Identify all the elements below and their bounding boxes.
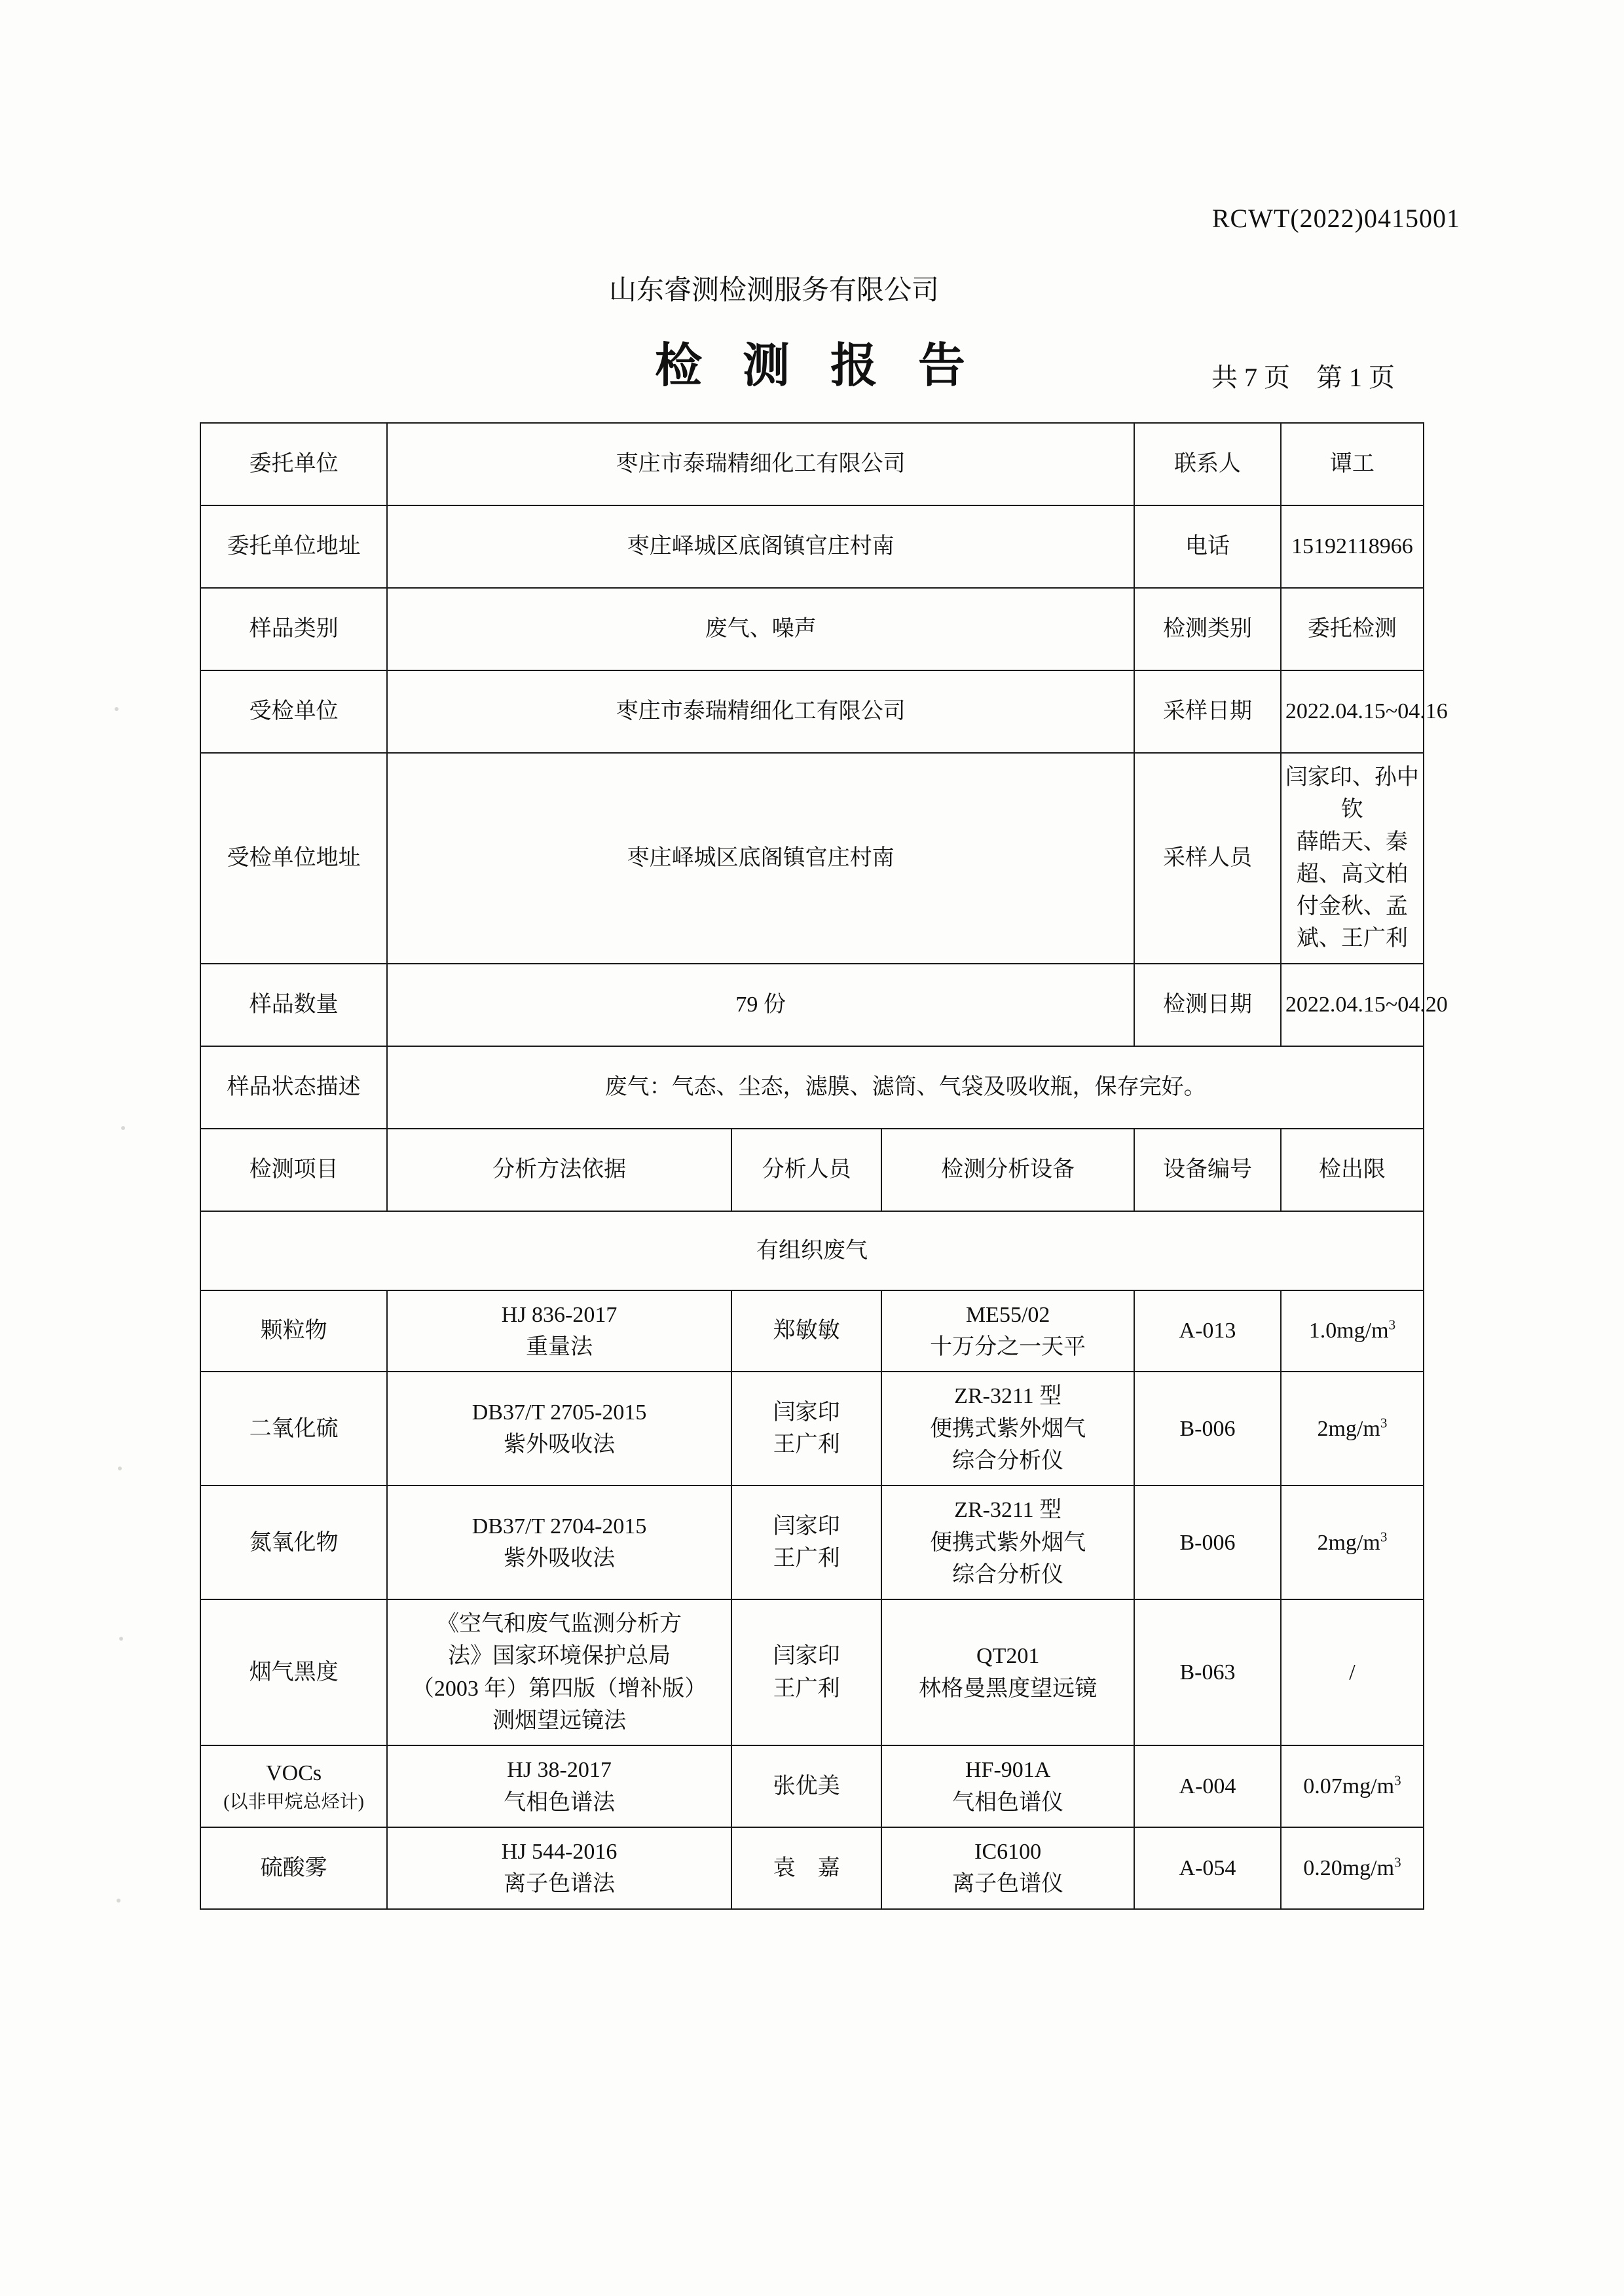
field-value: 枣庄峄城区底阁镇官庄村南	[387, 753, 1134, 964]
item-method	[387, 1599, 731, 1745]
table-row	[200, 670, 1424, 753]
table-header-row	[200, 1129, 1424, 1211]
field-value: 79 份	[387, 964, 1134, 1046]
field-value: 枣庄市泰瑞精细化工有限公司	[387, 423, 1134, 505]
text-line: 郑敏敏	[773, 1319, 840, 1343]
field-label: 委托单位地址	[200, 505, 387, 588]
table-row	[200, 1372, 1424, 1485]
item-device	[881, 1827, 1134, 1909]
text-line: (以非甲烷总烃计)	[223, 1791, 364, 1812]
limit-value: /	[1349, 1660, 1356, 1685]
text-line: IC6100	[974, 1839, 1042, 1864]
page-indicator: 共 7 页 第 1 页	[1211, 363, 1395, 392]
item-analyst	[731, 1372, 881, 1485]
column-header-device-no: 设备编号	[1134, 1129, 1281, 1211]
text-line: 综合分析仪	[952, 1448, 1064, 1473]
table-row	[200, 1599, 1424, 1745]
text-line: 离子色谱仪	[952, 1872, 1064, 1897]
limit-exponent: 3	[1394, 1772, 1401, 1789]
scan-speck	[121, 1126, 125, 1130]
table-row	[200, 1290, 1424, 1372]
table-row	[200, 588, 1424, 670]
item-detection-limit	[1281, 1372, 1424, 1485]
limit-exponent: 3	[1394, 1854, 1401, 1870]
text-line: （2003 年）第四版（增补版）	[411, 1676, 707, 1701]
staff-line: 闫家印、孙中钦	[1285, 765, 1419, 822]
text-line: HJ 836-2017	[501, 1302, 618, 1327]
report-title: 检 测 报 告	[655, 340, 980, 392]
text-line: VOCs	[266, 1760, 322, 1785]
column-header-project: 检测项目	[200, 1129, 387, 1211]
text-line: 袁 嘉	[773, 1855, 840, 1880]
table-row	[200, 1827, 1424, 1909]
text-line: 颗粒物	[260, 1319, 327, 1343]
text-line: 《空气和废气监测分析方	[437, 1612, 682, 1637]
field-label: 样品数量	[200, 964, 387, 1046]
column-header-detection-limit: 检出限	[1281, 1129, 1424, 1211]
text-line: ZR-3211 型	[954, 1498, 1062, 1523]
text-line: 王广利	[773, 1546, 840, 1571]
sample-state-value: 废气：气态、尘态，滤膜、滤筒、气袋及吸收瓶，保存完好。	[387, 1046, 1424, 1129]
text-line: 紫外吸收法	[504, 1546, 616, 1571]
text-line: 便携式紫外烟气	[930, 1416, 1086, 1441]
scan-speck	[115, 707, 119, 711]
field-label: 检测类别	[1134, 588, 1281, 670]
item-detection-limit	[1281, 1290, 1424, 1372]
field-label: 样品类别	[200, 588, 387, 670]
field-label: 检测日期	[1134, 964, 1281, 1046]
item-project	[200, 1372, 387, 1485]
item-device-no: B-063	[1134, 1599, 1281, 1745]
item-project	[200, 1745, 387, 1827]
item-project	[200, 1290, 387, 1372]
item-device	[881, 1372, 1134, 1485]
table-row	[200, 505, 1424, 588]
item-device-no: A-013	[1134, 1290, 1281, 1372]
text-line: 便携式紫外烟气	[930, 1530, 1086, 1555]
column-header-method: 分析方法依据	[387, 1129, 731, 1211]
field-value: 废气、噪声	[387, 588, 1134, 670]
item-device-no: A-054	[1134, 1827, 1281, 1909]
field-label: 受检单位地址	[200, 753, 387, 964]
text-line: 重量法	[526, 1335, 593, 1360]
item-device	[881, 1599, 1134, 1745]
text-line: 王广利	[773, 1432, 840, 1457]
text-line: ZR-3211 型	[954, 1384, 1062, 1409]
text-line: 二氧化硫	[249, 1416, 339, 1441]
item-project	[200, 1599, 387, 1745]
item-device-no: A-004	[1134, 1745, 1281, 1827]
sample-state-row	[200, 1046, 1424, 1129]
item-analyst	[731, 1827, 881, 1909]
text-line: 硫酸雾	[260, 1855, 327, 1880]
text-line: 林格曼黑度望远镜	[919, 1676, 1098, 1701]
text-line: HJ 544-2016	[501, 1839, 618, 1864]
text-line: 测烟望远镜法	[492, 1709, 627, 1734]
text-line: 气相色谱仪	[952, 1790, 1064, 1815]
text-line: 王广利	[773, 1676, 840, 1701]
item-analyst	[731, 1290, 881, 1372]
text-line: 气相色谱法	[504, 1790, 616, 1815]
limit-exponent: 3	[1388, 1317, 1396, 1334]
item-analyst	[731, 1745, 881, 1827]
limit-exponent: 3	[1380, 1415, 1388, 1431]
item-method	[387, 1372, 731, 1485]
table-row	[200, 423, 1424, 505]
item-method	[387, 1290, 731, 1372]
item-detection-limit	[1281, 1485, 1424, 1599]
text-line: 张优美	[773, 1774, 840, 1798]
item-method	[387, 1745, 731, 1827]
item-project	[200, 1485, 387, 1599]
text-line: 闫家印	[773, 1514, 840, 1539]
text-line: 闫家印	[773, 1400, 840, 1425]
item-device	[881, 1745, 1134, 1827]
sampling-staff	[1281, 753, 1424, 964]
item-device	[881, 1485, 1134, 1599]
text-line: HF-901A	[965, 1758, 1051, 1783]
text-line: HJ 38-2017	[507, 1758, 612, 1783]
staff-line: 付金秋、孟斌、王广利	[1296, 894, 1408, 951]
field-label: 采样日期	[1134, 670, 1281, 753]
text-line: 氮氧化物	[249, 1530, 339, 1555]
text-line: DB37/T 2705-2015	[471, 1400, 647, 1425]
field-value: 谭工	[1281, 423, 1424, 505]
column-header-analyst: 分析人员	[731, 1129, 881, 1211]
column-header-device: 检测分析设备	[881, 1129, 1134, 1211]
table-row	[200, 1745, 1424, 1827]
item-detection-limit	[1281, 1745, 1424, 1827]
table-row	[200, 1485, 1424, 1599]
field-value: 2022.04.15~04.20	[1281, 964, 1424, 1046]
text-line: 十万分之一天平	[930, 1335, 1086, 1360]
limit-value: 0.07mg/m	[1303, 1774, 1395, 1798]
limit-value: 1.0mg/m	[1308, 1319, 1389, 1343]
text-line: 法》国家环境保护总局	[448, 1644, 671, 1669]
scan-speck	[118, 1467, 122, 1470]
field-value: 委托检测	[1281, 588, 1424, 670]
text-line: 紫外吸收法	[504, 1432, 616, 1457]
document-number: RCWT(2022)0415001	[1211, 204, 1460, 233]
field-label: 联系人	[1134, 423, 1281, 505]
staff-line: 薛皓天、秦超、高文柏	[1296, 829, 1408, 886]
text-line: 综合分析仪	[952, 1562, 1064, 1587]
field-label: 样品状态描述	[200, 1046, 387, 1129]
item-detection-limit	[1281, 1827, 1424, 1909]
section-header-row	[200, 1211, 1424, 1290]
field-label: 电话	[1134, 505, 1281, 588]
section-title: 有组织废气	[200, 1211, 1424, 1290]
text-line: 烟气黑度	[249, 1660, 339, 1685]
issuing-company: 山东睿测检测服务有限公司	[609, 274, 940, 305]
item-device-no: B-006	[1134, 1485, 1281, 1599]
field-label: 受检单位	[200, 670, 387, 753]
field-value: 枣庄市泰瑞精细化工有限公司	[387, 670, 1134, 753]
field-value: 2022.04.15~04.16	[1281, 670, 1424, 753]
item-device-no: B-006	[1134, 1372, 1281, 1485]
field-label: 采样人员	[1134, 753, 1281, 964]
report-table	[200, 422, 1448, 1910]
text-line: 闫家印	[773, 1644, 840, 1669]
scan-speck	[117, 1899, 120, 1903]
limit-exponent: 3	[1380, 1529, 1388, 1545]
text-line: DB37/T 2704-2015	[471, 1514, 647, 1539]
limit-value: 2mg/m	[1317, 1530, 1380, 1555]
item-method	[387, 1827, 731, 1909]
field-value: 枣庄峄城区底阁镇官庄村南	[387, 505, 1134, 588]
table-row	[200, 753, 1424, 964]
text-line: 离子色谱法	[504, 1872, 616, 1897]
limit-value: 0.20mg/m	[1303, 1855, 1395, 1880]
text-line: ME55/02	[965, 1302, 1050, 1327]
scan-speck	[119, 1637, 123, 1641]
item-device	[881, 1290, 1134, 1372]
table-row	[200, 964, 1424, 1046]
item-analyst	[731, 1485, 881, 1599]
limit-value: 2mg/m	[1317, 1416, 1380, 1441]
item-detection-limit	[1281, 1599, 1424, 1745]
text-line: QT201	[976, 1644, 1040, 1669]
item-analyst	[731, 1599, 881, 1745]
field-label: 委托单位	[200, 423, 387, 505]
field-value: 15192118966	[1281, 505, 1424, 588]
item-method	[387, 1485, 731, 1599]
item-project	[200, 1827, 387, 1909]
